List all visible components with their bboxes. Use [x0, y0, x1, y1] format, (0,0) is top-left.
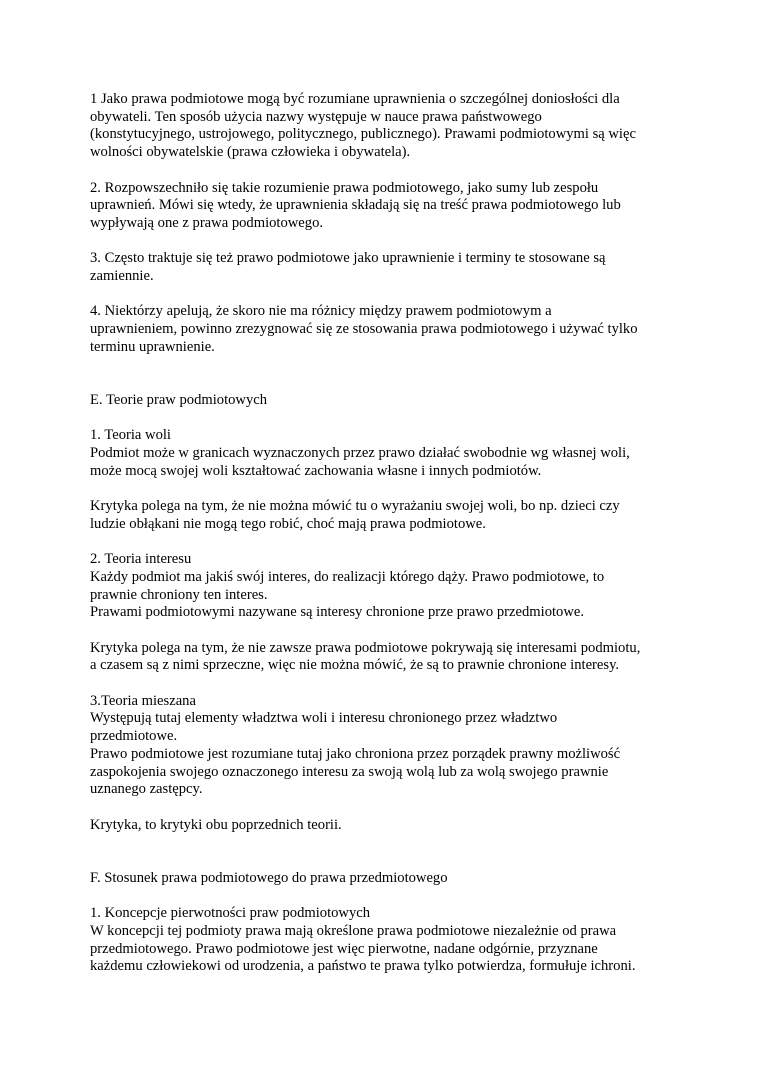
concept-1-primacy: [90, 905, 690, 976]
text-line: 2. Rozpowszechniło się takie rozumienie prawa podmiotowego, jako sumy lub zespołu: [90, 179, 599, 196]
text-line: 4. Niektórzy apelują, że skoro nie ma różnicy między prawem podmiotowym a: [90, 303, 552, 320]
text-line: 1. Teoria woli: [90, 427, 171, 444]
paragraph-2: [90, 180, 690, 233]
text-line: uprawnień. Mówi się wtedy, że uprawnienia składają się na treść prawa podmiotowego lub: [90, 197, 621, 214]
text-line: Krytyka, to krytyki obu poprzednich teorii.: [90, 816, 342, 833]
text-line: przedmiotowego. Prawo podmiotowe jest więc pierwotne, nadane odgórnie, przyznane: [90, 940, 598, 957]
text-line: Każdy podmiot ma jakiś swój interes, do realizacji którego dąży. Prawo podmiotowe, to: [90, 568, 605, 585]
theory-2-interest: [90, 551, 690, 622]
text-line: uznanego zastępcy.: [90, 781, 203, 798]
theory-1-critique: [90, 498, 690, 533]
section-f-heading: F. Stosunek prawa podmiotowego do prawa przedmiotowego: [90, 869, 448, 886]
paragraph-3: [90, 250, 690, 285]
section-e-heading: E. Teorie praw podmiotowych: [90, 391, 268, 408]
text-line: Prawo podmiotowe jest rozumiane tutaj jako chroniona przez porządek prawny możliwość: [90, 745, 621, 762]
paragraph-4: [90, 303, 690, 356]
text-line: obywateli. Ten sposób użycia nazwy występuje w nauce prawa państwowego: [90, 108, 542, 125]
text-line: zamiennie.: [90, 268, 154, 284]
text-line: przedmiotowe.: [90, 728, 178, 745]
text-line: 1. Koncepcje pierwotności praw podmiotowych: [90, 905, 371, 922]
theory-2-critique: [90, 640, 690, 675]
text-line: prawnie chroniony ten interes.: [90, 586, 268, 603]
text-line: Występują tutaj elementy władztwa woli i interesu chronionego przez władztwo: [90, 710, 558, 727]
text-line: Podmiot może w granicach wyznaczonych przez prawo działać swobodnie wg własnej woli,: [90, 444, 630, 461]
text-line: 3.Teoria mieszana: [90, 692, 196, 709]
document-page: [90, 91, 690, 976]
text-line: może mocą swojej woli kształtować zachowania własne i innych podmiotów.: [90, 462, 542, 479]
text-line: Krytyka polega na tym, że nie zawsze prawa podmiotowe pokrywają się interesami podmiotu,: [90, 639, 641, 656]
text-line: ludzie obłąkani nie mogą tego robić, choć mają prawa podmiotowe.: [90, 515, 486, 532]
text-line: 1 Jako prawa podmiotowe mogą być rozumiane uprawnienia o szczególnej doniosłości dla: [90, 91, 620, 107]
text-line: terminu uprawnienie.: [90, 338, 215, 355]
text-line: Krytyka polega na tym, że nie można mówić tu o wyrażaniu swojej woli, bo np. dzieci czy: [90, 498, 620, 515]
text-line: wypływają one z prawa podmiotowego.: [90, 214, 324, 231]
text-line: 3. Często traktuje się też prawo podmiotowe jako uprawnienie i terminy te stosowane są: [90, 250, 606, 267]
text-line: a czasem są z nimi sprzeczne, więc nie można mówić, że są to prawnie chronione interesy.: [90, 657, 620, 674]
text-line: W koncepcji tej podmioty prawa mają określone prawa podmiotowe niezależnie od prawa: [90, 922, 617, 939]
text-line: zaspokojenia swojego oznaczonego interesu za swoją wolą lub za wolą swojego prawnie: [90, 763, 609, 780]
theory-3-mixed: [90, 693, 690, 799]
text-line: wolności obywatelskie (prawa człowieka i obywatela).: [90, 144, 411, 161]
theory-1-will: [90, 427, 690, 480]
theory-3-critique: [90, 817, 690, 835]
text-line: Prawami podmiotowymi nazywane są interesy chronione prze prawo przedmiotowe.: [90, 604, 585, 621]
text-line: każdemu człowiekowi od urodzenia, a państwo te prawa tylko potwierdza, formułuje ichroni.: [90, 958, 636, 975]
text-line: 2. Teoria interesu: [90, 551, 192, 568]
text-line: (konstytucyjnego, ustrojowego, politycznego, publicznego). Prawami podmiotowymi są więc: [90, 126, 636, 143]
text-line: uprawnieniem, powinno zrezygnować się ze stosowania prawa podmiotowego i używać tylko: [90, 321, 638, 338]
paragraph-1: [90, 91, 690, 162]
